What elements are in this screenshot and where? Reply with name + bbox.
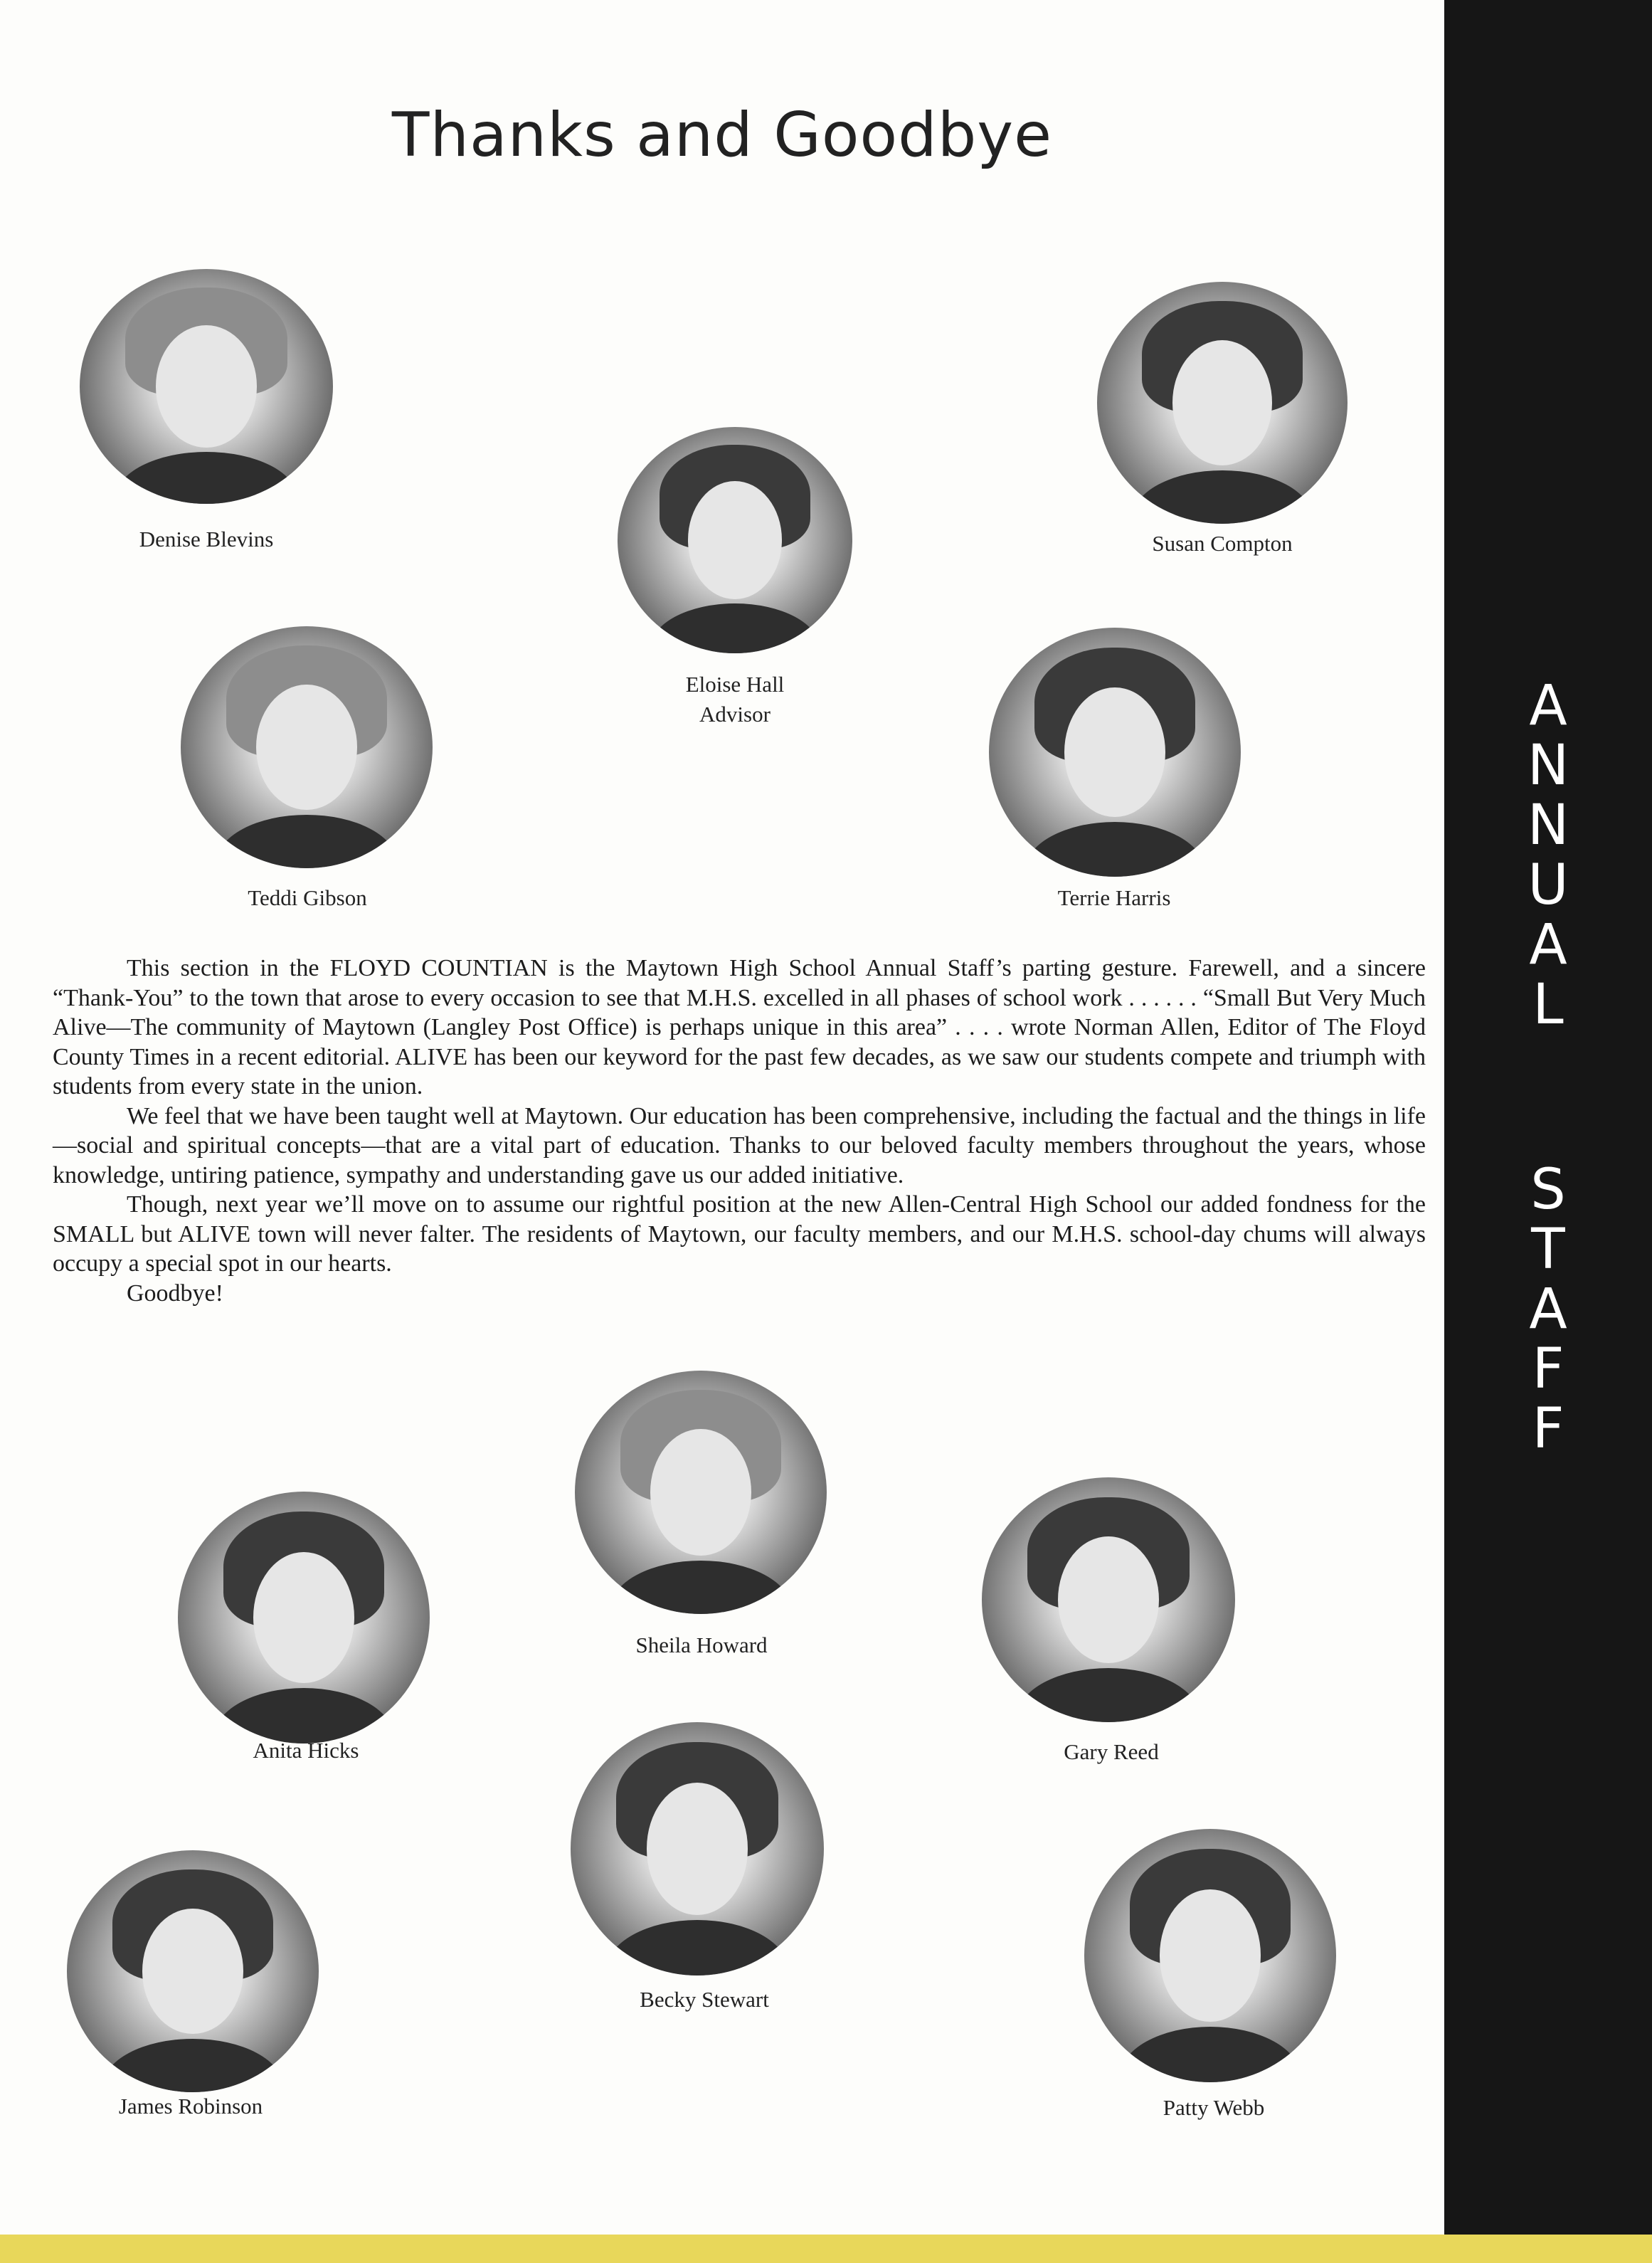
portrait-susan-compton [1097,282,1347,524]
sidebar-letter: A [1529,674,1567,738]
sidebar-word-annual [1444,676,1652,1035]
caption-teddi-gibson: Teddi Gibson [248,885,367,910]
sidebar-word-annual-letters [1444,676,1652,1035]
page-bottom-edge [0,2235,1652,2263]
sidebar-letter: A [1529,913,1567,977]
caption-sheila-howard: Sheila Howard [635,1632,768,1657]
article-paragraph-4: Goodbye! [127,1280,223,1307]
caption-anita-hicks: Anita Hicks [253,1738,359,1763]
caption-terrie-harris: Terrie Harris [1057,885,1171,910]
portrait-becky-stewart [571,1722,824,1975]
sidebar-letter: N [1527,793,1569,858]
portrait-anita-hicks [178,1492,430,1744]
portrait-sheila-howard [575,1371,827,1614]
portrait-patty-webb [1084,1829,1336,2082]
portrait-denise-blevins [80,269,333,504]
caption-becky-stewart: Becky Stewart [640,1987,769,2012]
caption-gary-reed: Gary Reed [1064,1739,1159,1764]
sidebar-word-staff [1444,1160,1652,1459]
caption-denise-blevins: Denise Blevins [139,527,274,552]
portrait-teddi-gibson [181,626,433,868]
sidebar-letter: N [1527,734,1569,798]
caption-patty-webb: Patty Webb [1163,2095,1265,2120]
portrait-gary-reed [982,1477,1235,1722]
sidebar-letter: T [1531,1218,1565,1282]
section-sidebar [1444,0,1652,2235]
page-title: Thanks and Goodbye [391,100,1053,171]
caption-james-robinson: James Robinson [118,2094,263,2119]
sidebar-word-staff-letters [1444,1160,1652,1459]
article-text [53,954,1426,1308]
article-paragraph-2: We feel that we have been taught well at Maytown. Our education has been comprehensive, including the factual and the things in life—social and spiritual concepts—that are a vital part of education. Thanks to our beloved faculty members throughout the years, whose knowledge, untiring patience, sympathy and understanding gave us our added initiative. [53,1102,1426,1188]
portrait-james-robinson [67,1850,319,2092]
article-paragraph-3: Though, next year we’ll move on to assume our rightful position at the new Allen-Central High School our added fondness for the SMALL but ALIVE town will never falter. The residents of Maytown, our faculty members, and our M.H.S. school-day chums will always occupy a special spot in our hearts. [53,1191,1426,1277]
portrait-eloise-hall [618,427,852,653]
sidebar-letter: F [1532,1337,1564,1401]
caption-susan-compton: Susan Compton [1152,531,1293,556]
sidebar-letter: A [1529,1277,1567,1341]
sidebar-letter: S [1530,1158,1566,1222]
caption-eloise-hall: Eloise Hall [685,672,785,697]
sidebar-letter: U [1527,853,1569,917]
portrait-terrie-harris [989,628,1241,877]
sidebar-letter: F [1532,1397,1564,1461]
sidebar-letter: L [1532,973,1564,1037]
caption-eloise-role: Advisor [699,702,771,727]
article-paragraph-1: This section in the FLOYD COUNTIAN is the Maytown High School Annual Staff’s parting gesture. Farewell, and a sincere “Thank-You” to the town that arose to every occasion to see that M.H.S. excelled in all phases of school work . . . . . . “Small But Very Much Alive—The community of Maytown (Langley Post Office) is perhaps unique in this area” . . . . wrote Norman Allen, Editor of The Floyd County Times in a recent editorial. ALIVE has been our keyword for the past few decades, as we saw our students compete and triumph with students from every state in the union. [53,955,1426,1099]
